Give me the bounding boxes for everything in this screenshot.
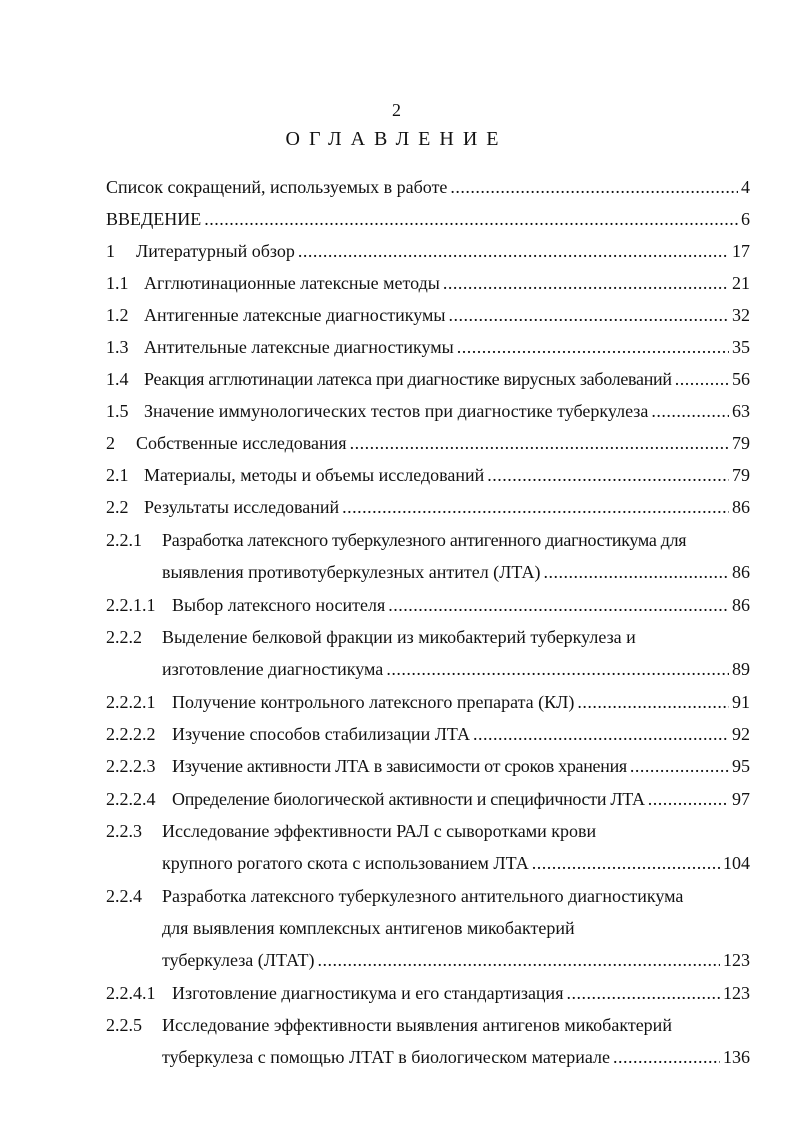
toc-leader <box>318 945 721 975</box>
toc-entry-number: 2.2.1.1 <box>106 595 156 615</box>
toc-entry <box>106 460 750 490</box>
toc-entry <box>106 881 750 911</box>
toc-entry-page: 6 <box>741 209 750 229</box>
toc-entry-page: 86 <box>732 497 750 517</box>
toc-leader <box>613 1042 720 1072</box>
toc-entry-page: 79 <box>732 465 750 485</box>
toc-entry-text: Собственные исследования <box>136 433 347 453</box>
toc-entry <box>106 364 750 394</box>
toc-entry-number: 2 <box>106 433 115 453</box>
toc-leader <box>487 460 729 490</box>
toc-entry-text: Реакция агглютинации латекса при диагностике вирусных заболеваний <box>144 369 672 389</box>
toc-entry-text: Материалы, методы и объемы исследований <box>144 465 485 485</box>
toc-leader <box>630 751 729 781</box>
toc-entry <box>106 492 750 522</box>
toc-entry-page: 123 <box>723 950 750 970</box>
toc-entry-text: ВВЕДЕНИЕ <box>106 209 202 229</box>
toc-entry-text: Изучение активности ЛТА в зависимости от сроков хранения <box>172 756 627 776</box>
toc-entry-number: 2.2.1 <box>106 530 142 550</box>
toc-leader <box>443 268 729 298</box>
toc-entry-continuation <box>162 945 750 975</box>
toc-entry <box>106 428 750 458</box>
toc-entry-number: 1.5 <box>106 401 129 421</box>
toc-entry-page: 136 <box>723 1047 750 1067</box>
toc-entry-page: 92 <box>732 724 750 744</box>
toc-leader <box>648 784 729 814</box>
toc-leader <box>566 978 720 1008</box>
toc-entry-number: 1.1 <box>106 273 129 293</box>
toc-entry-page: 32 <box>732 305 750 325</box>
toc-entry-number: 1.2 <box>106 305 129 325</box>
toc-entry-text: Разработка латексного туберкулезного антительного диагностикума <box>162 886 684 906</box>
toc-entry <box>106 751 750 781</box>
toc-entry-text: Изучение способов стабилизации ЛТА <box>172 724 471 744</box>
toc-entry <box>106 268 750 298</box>
toc-entry-number: 2.2 <box>106 497 129 517</box>
toc-entry <box>106 978 750 1008</box>
toc-entry <box>106 525 750 555</box>
toc-entry-page: 56 <box>732 369 750 389</box>
toc-entry-continuation <box>162 557 750 587</box>
toc-entry-number: 2.2.4 <box>106 886 142 906</box>
toc-entry-text: Антительные латексные диагностикумы <box>144 337 454 357</box>
toc-entry-page: 89 <box>732 659 750 679</box>
toc-entry-text: Разработка латексного туберкулезного антигенного диагностикума для <box>162 530 687 550</box>
toc-entry-text: Выделение белковой фракции из микобактерий туберкулеза и <box>162 627 636 647</box>
toc-entry <box>106 590 750 620</box>
toc-title: ОГЛАВЛЕНИЕ <box>285 128 508 150</box>
toc-entry-continuation <box>162 654 750 684</box>
page-number: 2 <box>392 100 401 120</box>
toc-leader <box>651 396 729 426</box>
toc-entry-text: Литературный обзор <box>136 241 295 261</box>
toc-leader <box>450 172 738 202</box>
toc-leader <box>204 204 738 234</box>
toc-entry <box>106 332 750 362</box>
toc-entry-number: 2.2.5 <box>106 1015 142 1035</box>
toc-entry-text: Список сокращений, используемых в работе <box>106 177 448 197</box>
toc-leader <box>386 654 729 684</box>
toc-entry-text: Определение биологической активности и специфичности ЛТА <box>172 789 645 809</box>
toc-entry-text: туберкулеза с помощью ЛТАТ в биологическом материале <box>162 1047 611 1067</box>
toc-entry <box>106 1010 750 1040</box>
toc-entry-continuation <box>162 913 750 943</box>
toc-entry-continuation <box>162 848 750 878</box>
toc-entry-page: 79 <box>732 433 750 453</box>
toc-entry-number: 1.3 <box>106 337 129 357</box>
toc-entry-text: Выбор латексного носителя <box>172 595 386 615</box>
toc-leader <box>298 236 729 266</box>
toc-entry-text: крупного рогатого скота с использованием ЛТА <box>162 853 529 873</box>
toc-entry-number: 2.2.2 <box>106 627 142 647</box>
toc-entry-text: изготовление диагностикума <box>162 659 384 679</box>
toc-leader <box>342 492 729 522</box>
toc-entry-text: Исследование эффективности выявления антигенов микобактерий <box>162 1015 672 1035</box>
toc-entry-page: 4 <box>741 177 750 197</box>
toc-entry <box>106 719 750 749</box>
toc-entry-page: 86 <box>732 562 750 582</box>
toc-leader <box>675 364 729 394</box>
toc-entry <box>106 300 750 330</box>
toc-entry-text: Значение иммунологических тестов при диагностике туберкулеза <box>144 401 649 421</box>
toc-entry-text: Результаты исследований <box>144 497 340 517</box>
toc-leader <box>457 332 729 362</box>
toc-entry-text: Исследование эффективности РАЛ с сыворотками крови <box>162 821 597 841</box>
toc-entry-page: 104 <box>723 853 750 873</box>
toc-entry-page: 97 <box>732 789 750 809</box>
toc-entry-text: Получение контрольного латексного препарата (КЛ) <box>172 692 575 712</box>
toc-entry-page: 86 <box>732 595 750 615</box>
toc-entry-number: 2.2.2.1 <box>106 692 156 712</box>
toc-entry <box>106 204 750 234</box>
toc-entry <box>106 172 750 202</box>
toc-entry <box>106 236 750 266</box>
toc-entry-page: 63 <box>732 401 750 421</box>
toc-entry-number: 2.2.2.3 <box>106 756 156 776</box>
toc-entry <box>106 784 750 814</box>
toc-leader <box>543 557 729 587</box>
toc-entry <box>106 396 750 426</box>
toc-leader <box>448 300 729 330</box>
toc-entry-page: 35 <box>732 337 750 357</box>
toc-entry-number: 2.2.2.4 <box>106 789 156 809</box>
toc-leader <box>350 428 729 458</box>
toc-entry <box>106 622 750 652</box>
toc-entry-number: 1.4 <box>106 369 129 389</box>
toc-entry-number: 2.2.3 <box>106 821 142 841</box>
toc-entry-page: 123 <box>723 983 750 1003</box>
toc-entry-text: Агглютинационные латексные методы <box>144 273 440 293</box>
toc-entry-number: 1 <box>106 241 115 261</box>
toc-entry-number: 2.2.4.1 <box>106 983 156 1003</box>
toc-entry-page: 21 <box>732 273 750 293</box>
toc-entry-page: 91 <box>732 692 750 712</box>
toc-entry-text: Изготовление диагностикума и его стандартизация <box>172 983 564 1003</box>
toc-entry <box>106 687 750 717</box>
toc-entry-text: туберкулеза (ЛТАТ) <box>162 950 315 970</box>
toc-entry-text: для выявления комплексных антигенов микобактерий <box>162 918 575 938</box>
toc-entry-number: 2.1 <box>106 465 129 485</box>
toc-entry-text: выявления противотуберкулезных антител (ЛТА) <box>162 562 541 582</box>
toc-entry-number: 2.2.2.2 <box>106 724 156 744</box>
toc-entry-text: Антигенные латексные диагностикумы <box>144 305 446 325</box>
toc-leader <box>532 848 720 878</box>
toc-entry-continuation <box>162 1042 750 1072</box>
toc-entry-page: 95 <box>732 756 750 776</box>
toc-leader <box>577 687 729 717</box>
toc-leader <box>473 719 729 749</box>
toc-leader <box>388 590 729 620</box>
toc-entry <box>106 816 750 846</box>
toc-entry-page: 17 <box>732 241 750 261</box>
